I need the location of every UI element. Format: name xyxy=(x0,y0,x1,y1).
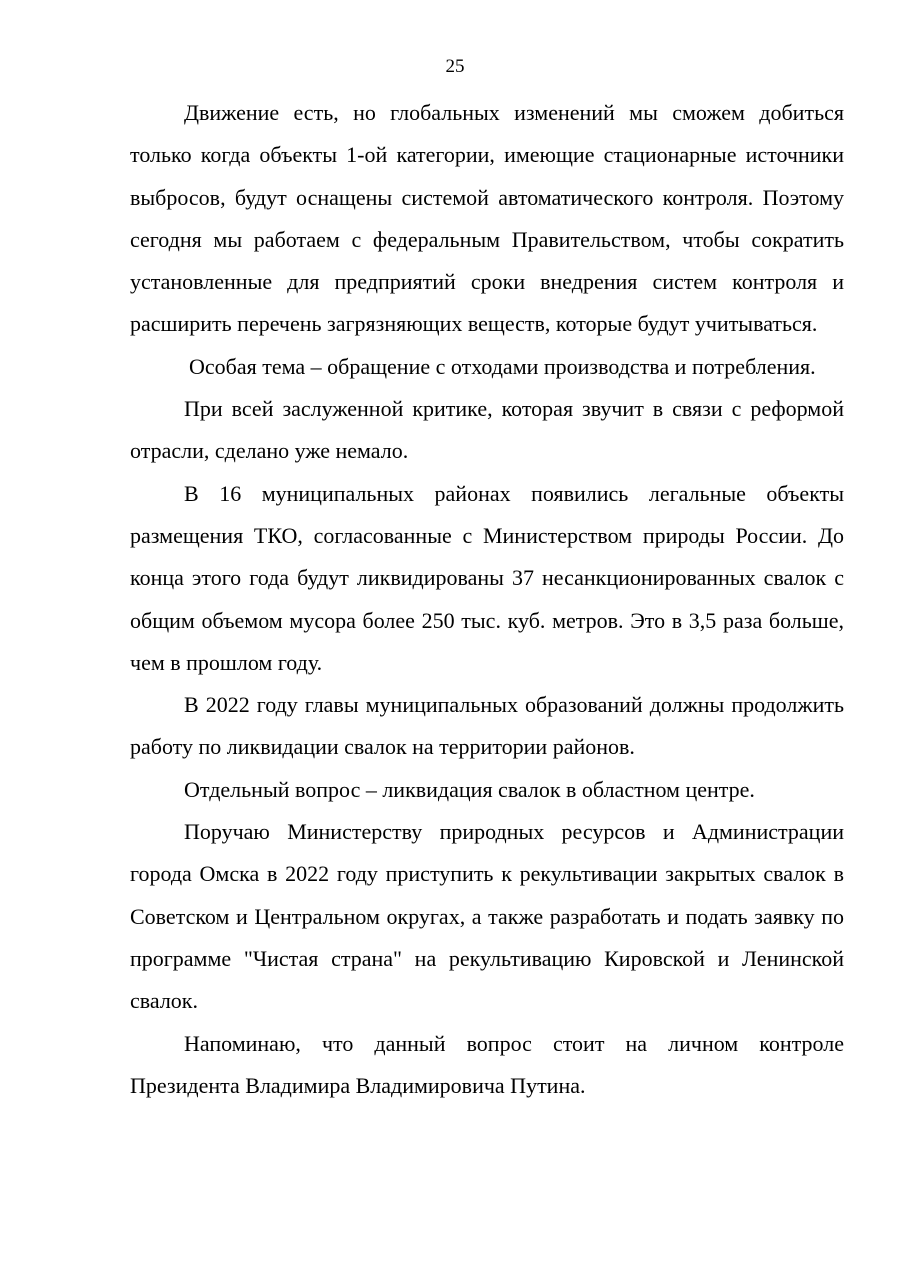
paragraph-instruction-omsk: Поручаю Министерству природных ресурсов и Администрации города Омска в 2022 году приступить к рекультивации закрытых свалок в Советском и Центральном округах, а также разработать и подать заявку по программе "Чистая страна" на рекультивацию Кировской и Ленинской свалок. xyxy=(130,819,844,1014)
paragraph-waste-topic: Особая тема – обращение с отходами производства и потребления. xyxy=(189,353,816,379)
document-body xyxy=(130,92,844,1107)
paragraph-regional-center: Отдельный вопрос – ликвидация свалок в областном центре. xyxy=(184,776,755,802)
paragraph-president-control: Напоминаю, что данный вопрос стоит на личном контроле Президента Владимира Владимировича Путина. xyxy=(130,1030,844,1098)
paragraph-emissions-control: Движение есть, но глобальных изменений мы сможем добиться только когда объекты 1-ой категории, имеющие стационарные источники выбросов, будут оснащены системой автоматического контроля. Поэтому сегодня мы работаем с федеральным Правительством, чтобы сократить установленные для предприятий сроки внедрения систем контроля и расширить перечень загрязняющих веществ, которые будут учитываться. xyxy=(130,100,844,337)
paragraph-municipal-sites: В 16 муниципальных районах появились легальные объекты размещения ТКО, согласованные с Министерством природы России. До конца этого года будут ликвидированы 37 несанкционированных свалок с общим объемом мусора более 250 тыс. куб. метров. Это в 3,5 раза больше, чем в прошлом году. xyxy=(130,480,844,675)
page-number: 25 xyxy=(445,56,465,77)
paragraph-2022-municipal-work: В 2022 году главы муниципальных образований должны продолжить работу по ликвидации свалок на территории районов. xyxy=(130,692,844,760)
paragraph-reform-criticism: При всей заслуженной критике, которая звучит в связи с реформой отрасли, сделано уже немало. xyxy=(130,396,844,464)
